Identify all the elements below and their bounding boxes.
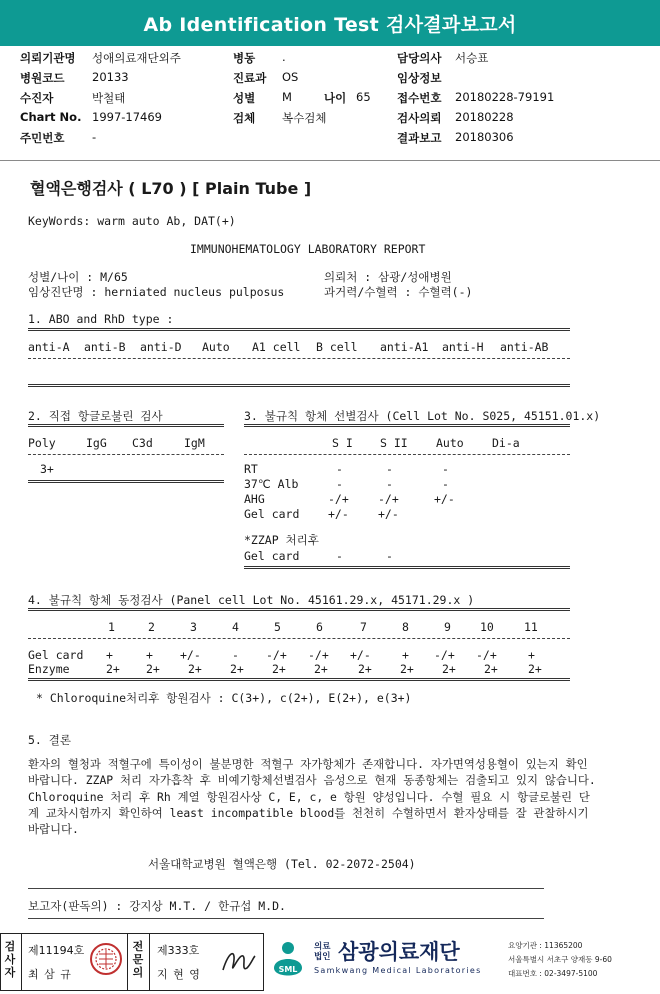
panel-cell: +: [402, 648, 409, 662]
panel-cell-no: 11: [524, 620, 538, 634]
id-label: 주민번호: [20, 131, 65, 145]
hospcode-value: 20133: [92, 70, 129, 84]
screen-col: S II: [380, 436, 408, 450]
zzap-title: *ZZAP 처리후: [244, 533, 319, 547]
req-date-label: 검사의뢰: [397, 111, 442, 125]
sex-label: 성별: [233, 91, 256, 105]
lab-report: [14, 164, 660, 928]
screen-cell: -/+: [328, 492, 349, 506]
panel-cell: -/+: [308, 648, 329, 662]
rule: [28, 454, 224, 455]
panel-cell: 2+: [314, 662, 328, 676]
panel-cell: -: [232, 648, 239, 662]
screen-cell: +/-: [328, 507, 349, 521]
requester-value: 성애의료재단외주: [92, 51, 181, 65]
divider: [149, 934, 150, 990]
abo-col: anti-D: [140, 340, 182, 354]
panel-cell-no: 3: [190, 620, 197, 634]
id-value: -: [92, 130, 97, 144]
org-prefix: [314, 942, 336, 962]
rule: [28, 638, 570, 639]
section-1-title: 1. ABO and RhD type :: [28, 312, 174, 326]
lab-title: IMMUNOHEMATOLOGY LABORATORY REPORT: [190, 242, 426, 256]
panel-cell: +: [528, 648, 535, 662]
dept-value: OS: [282, 70, 299, 84]
report-title: Ab Identification Test 검사결과보고서: [0, 0, 660, 46]
chart-value: 1997-17469: [92, 110, 162, 124]
panel-cell: 2+: [106, 662, 120, 676]
screen-cell: -: [386, 477, 393, 491]
dat-col: IgG: [86, 436, 107, 450]
sex-age-line: 성별/나이 : M/65: [28, 270, 128, 284]
rule: [244, 566, 570, 569]
org-phone: 대표번호 : 02-3497-5100: [508, 969, 598, 978]
age-value: 65: [356, 90, 371, 104]
rule: [28, 888, 544, 889]
abo-col: B cell: [316, 340, 358, 354]
panel-cell-no: 7: [360, 620, 367, 634]
referral-line: 의뢰처 : 삼광/성애병원: [324, 270, 452, 284]
screen-row-label: RT: [244, 462, 258, 476]
receipt-value: 20180228-79191: [455, 90, 555, 104]
divider: [21, 934, 22, 990]
rule: [28, 328, 570, 331]
panel-cell: -/+: [266, 648, 287, 662]
rule: [244, 424, 570, 427]
org-prefix-bottom: 법인: [314, 952, 331, 962]
ward-value: .: [282, 50, 286, 64]
report-date-value: 20180306: [455, 130, 514, 144]
requester-label: 의뢰기관명: [20, 51, 76, 65]
specimen-value: 복수검체: [282, 111, 327, 125]
rule: [28, 918, 544, 919]
signature-box: [0, 933, 264, 991]
footer: [0, 930, 660, 994]
dat-poly-value: 3+: [40, 462, 54, 476]
patient-label: 수진자: [20, 91, 54, 105]
screen-cell: -: [336, 462, 343, 476]
rule: [28, 678, 570, 681]
tester-name: 최 삼 규: [28, 968, 72, 981]
doctor-label: 담당의사: [397, 51, 442, 65]
abo-col: anti-B: [84, 340, 126, 354]
panel-cell: 2+: [358, 662, 372, 676]
tester-label: 검사자: [4, 940, 16, 979]
panel-cell-no: 5: [274, 620, 281, 634]
rule: [244, 454, 570, 455]
screen-row-label: AHG: [244, 492, 265, 506]
panel-cell-no: 8: [402, 620, 409, 634]
dept-label: 진료과: [233, 71, 267, 85]
screen-cell: -: [442, 462, 449, 476]
panel-cell-no: 1: [108, 620, 115, 634]
rule: [28, 358, 570, 359]
seal-icon: [89, 942, 123, 976]
org-name: 삼광의료재단: [338, 940, 460, 964]
clinical-label: 임상정보: [397, 71, 442, 85]
specialist-name: 지 현 영: [157, 968, 201, 981]
panel-cell: +: [146, 648, 153, 662]
screen-col: S I: [332, 436, 353, 450]
panel-cell: +/-: [180, 648, 201, 662]
org-prefix-top: 의료: [314, 942, 331, 952]
report-heading: 혈액은행검사 ( L70 ) [ Plain Tube ]: [30, 179, 312, 198]
screen-row-label: 37℃ Alb: [244, 477, 299, 491]
screen-row-label: Gel card: [244, 507, 300, 521]
specialist-no: 제333호: [157, 944, 200, 957]
screen-cell: +/-: [434, 492, 455, 506]
panel-cell: 2+: [528, 662, 542, 676]
specialist-label: 전문의: [132, 940, 144, 979]
tester-no: 제11194호: [28, 944, 85, 957]
panel-cell-no: 4: [232, 620, 239, 634]
panel-row-label: Gel card: [28, 648, 84, 662]
abo-col: anti-AB: [500, 340, 549, 354]
screen-col: Auto: [436, 436, 464, 450]
specimen-label: 검체: [233, 111, 256, 125]
panel-cell-no: 2: [148, 620, 155, 634]
reporter-line: 보고자(판독의) : 강지상 M.T. / 한규섭 M.D.: [28, 899, 286, 913]
panel-cell: 2+: [484, 662, 498, 676]
panel-cell: 2+: [400, 662, 414, 676]
rule: [28, 608, 570, 611]
panel-cell: 2+: [442, 662, 456, 676]
panel-cell: 2+: [146, 662, 160, 676]
screen-cell: +/-: [378, 507, 399, 521]
conclusion-text: 환자의 혈청과 적혈구에 특이성이 불분명한 적혈구 자가항체가 존재합니다. 자가면역성용혈이 있는지 확인 바랍니다. ZZAP 처리 자가흡착 후 비예기항체선별검사 음성으로 현재 동종항체는 검출되고 있지 않습니다. Chloroquine 처리 후 Rh 계열 항원검사상 C, E, c, e 항원 양성입니다. 수혈 필요 시 항글로불린 단계 교차시험까지 확인하여 least incompatible blood를 천천히 수혈하면서 환자상태를 잘 관찰하시기 바랍니다.: [28, 757, 596, 837]
keywords: KeyWords: warm auto Ab, DAT(+): [28, 214, 236, 228]
diagnosis-line: 임상진단명 : herniated nucleus pulposus: [28, 285, 285, 299]
zzap-cell: -: [336, 549, 343, 563]
signoff: 서울대학교병원 혈액은행 (Tel. 02-2072-2504): [148, 857, 416, 871]
divider: [127, 934, 128, 990]
org-code: 요양기관 : 11365200: [508, 941, 583, 950]
panel-cell: 2+: [272, 662, 286, 676]
req-date-value: 20180228: [455, 110, 514, 124]
panel-cell: 2+: [230, 662, 244, 676]
screen-cell: -: [386, 462, 393, 476]
rule: [28, 384, 570, 387]
panel-cell: +/-: [350, 648, 371, 662]
org-english-name: Samkwang Medical Laboratories: [314, 966, 482, 975]
abo-col: anti-H: [442, 340, 484, 354]
dat-col: Poly: [28, 436, 56, 450]
screen-cell: -: [336, 477, 343, 491]
zzap-cell: -: [386, 549, 393, 563]
hospcode-label: 병원코드: [20, 71, 65, 85]
chart-label: Chart No.: [20, 110, 82, 124]
dat-col: IgM: [184, 436, 205, 450]
age-label: 나이: [324, 91, 347, 105]
doctor-value: 서승표: [455, 51, 489, 65]
ward-label: 병동: [233, 51, 256, 65]
panel-cell: +: [106, 648, 113, 662]
rule: [28, 480, 224, 483]
section-5-title: 5. 결론: [28, 733, 71, 747]
panel-row-label: Enzyme: [28, 662, 70, 676]
panel-cell: -/+: [434, 648, 455, 662]
panel-cell-no: 9: [444, 620, 451, 634]
abo-col: Auto: [202, 340, 230, 354]
org-logo-icon: [268, 938, 308, 982]
signature-icon: [219, 944, 259, 980]
patient-value: 박철태: [92, 91, 126, 105]
report-date-label: 결과보고: [397, 131, 442, 145]
rule: [28, 424, 224, 427]
section-2-title: 2. 직접 항글로불린 검사: [28, 409, 163, 423]
screen-col: Di-a: [492, 436, 520, 450]
zzap-row-label: Gel card: [244, 549, 300, 563]
transfusion-history: 과거력/수혈력 : 수혈력(-): [324, 285, 473, 299]
panel-cell-no: 6: [316, 620, 323, 634]
logo-text: SML: [278, 965, 298, 974]
patient-info: [0, 50, 660, 160]
org-address: 서울특별시 서초구 양재동 9-60: [508, 955, 612, 964]
sex-value: M: [282, 90, 292, 104]
screen-cell: -: [442, 477, 449, 491]
section-4-title: 4. 불규칙 항체 동정검사 (Panel cell Lot No. 45161.29.x, 45171.29.x ): [28, 593, 475, 607]
abo-col: anti-A1: [380, 340, 429, 354]
abo-col: A1 cell: [252, 340, 301, 354]
info-divider: [0, 160, 660, 161]
panel-cell: -/+: [476, 648, 497, 662]
panel-cell-no: 10: [480, 620, 494, 634]
section-3-title: 3. 불규칙 항체 선별검사 (Cell Lot No. S025, 45151.01.x): [244, 409, 601, 423]
screen-cell: -/+: [378, 492, 399, 506]
dat-col: C3d: [132, 436, 153, 450]
abo-col: anti-A: [28, 340, 70, 354]
panel-cell: 2+: [188, 662, 202, 676]
chloroquine-line: * Chloroquine처리후 항원검사 : C(3+), c(2+), E(2+), e(3+): [36, 691, 412, 705]
receipt-label: 접수번호: [397, 91, 442, 105]
